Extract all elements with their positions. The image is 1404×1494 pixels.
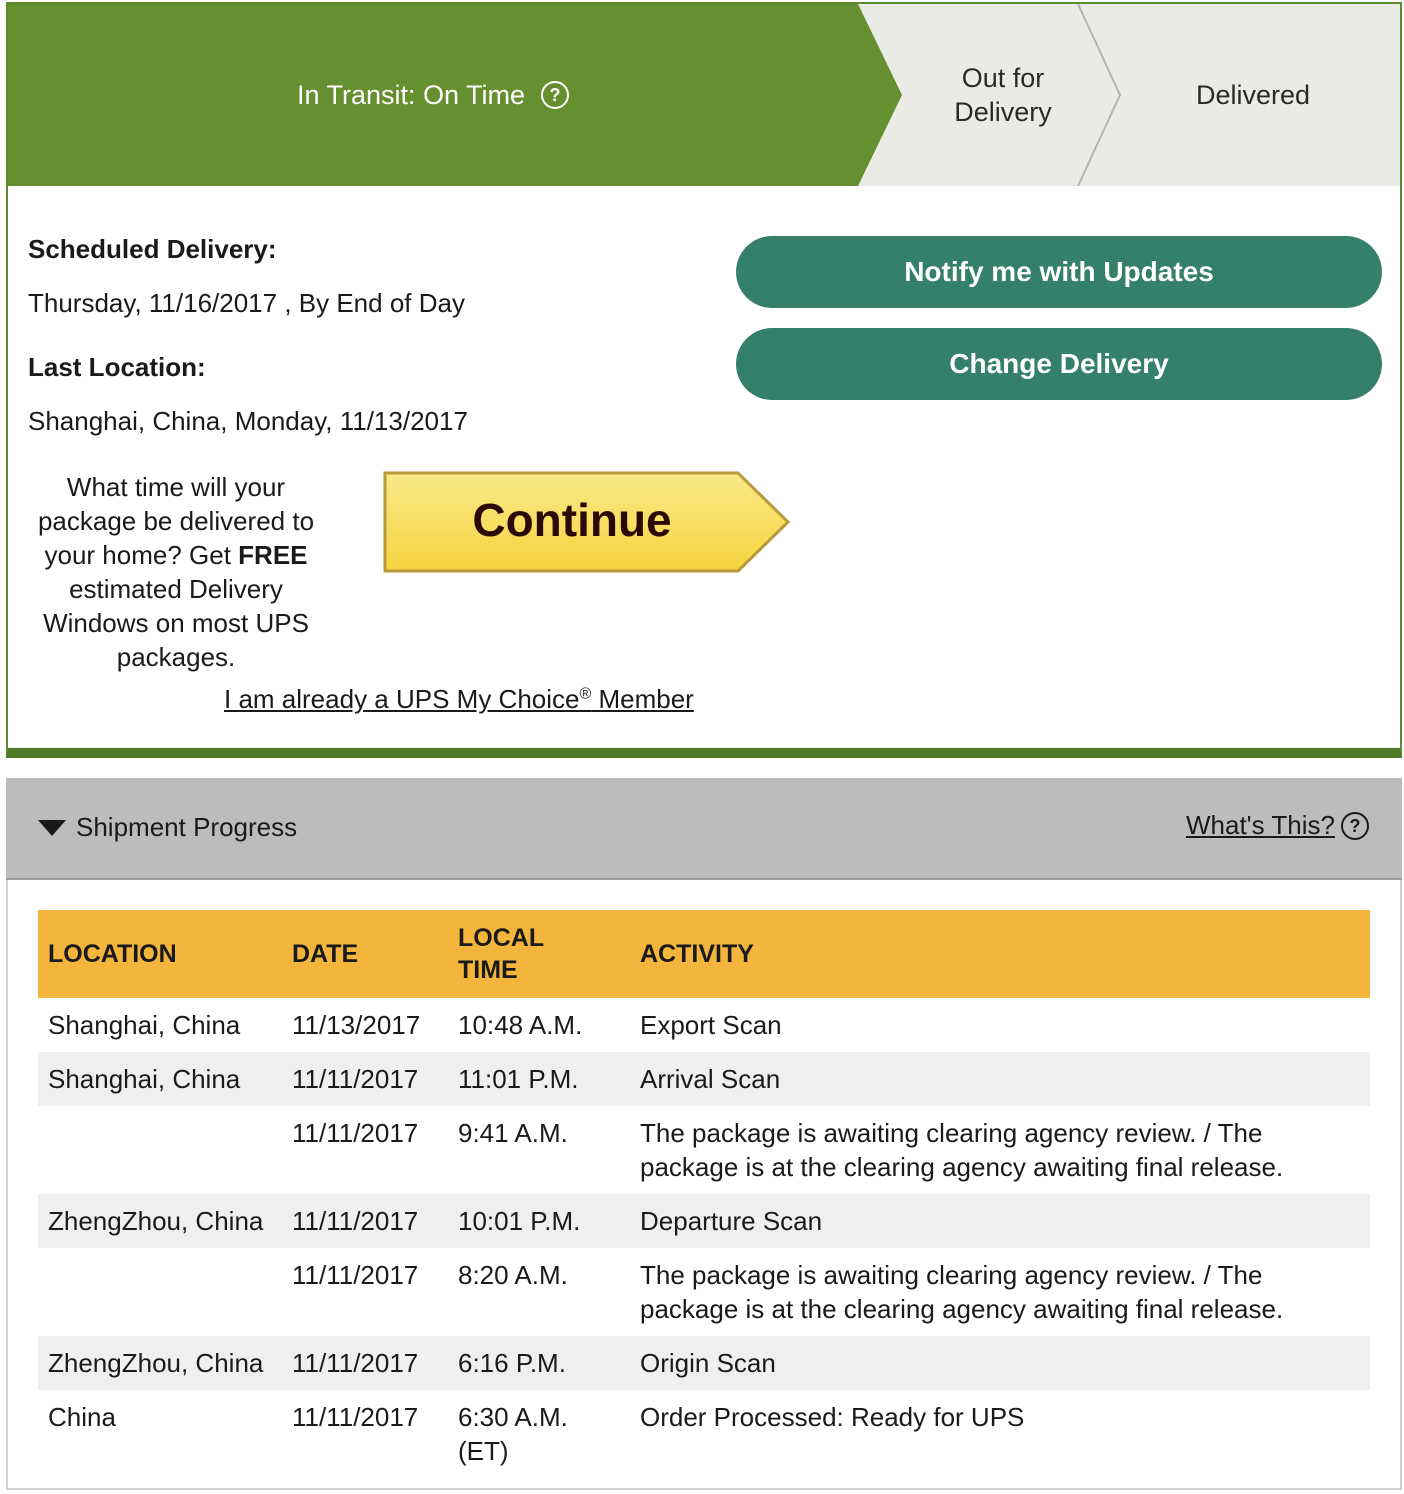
continue-button[interactable] [382,470,792,574]
step-out-for-delivery [908,4,1098,186]
question-circle-icon[interactable]: ? [1341,812,1369,840]
column-header-date: DATE [282,910,448,998]
cell-location [38,1248,282,1336]
table-row [38,1052,1370,1106]
continue-button-label: Continue [472,494,672,546]
scheduled-delivery-label: Scheduled Delivery: [28,234,277,264]
cell-date: 11/13/2017 [292,1010,421,1040]
table-row [38,1336,1370,1390]
step-in-transit-label: In Transit: On Time [296,79,526,110]
table-row [38,1106,1370,1194]
table-row [38,998,1370,1052]
step-out-label-line2: Delivery [954,97,1052,127]
my-choice-promo-text: What time will your package be delivered to your home? Get FREE estimated Delivery Windows on most UPS packages. [37,472,315,672]
table-row [38,1248,1370,1336]
cell-location: Shanghai, China [48,1010,241,1040]
cell-location: China [48,1402,116,1432]
cell-date: 11/11/2017 [282,1336,448,1390]
last-location-value: Shanghai, China, Monday, 11/13/2017 [28,406,468,436]
step-delivered [1128,4,1378,186]
cell-time: 6:16 P.M. [448,1336,630,1390]
shipment-progress-header[interactable] [6,778,1402,880]
cell-location: Shanghai, China [38,1052,282,1106]
table-header-row [38,910,1370,998]
cell-activity: The package is awaiting clearing agency review. / The package is at the clearing agency awaiting final release. [640,1118,1284,1182]
cell-location [38,1106,282,1194]
cell-time: 9:41 A.M. [458,1118,568,1148]
notify-updates-button[interactable]: Notify me with Updates [736,236,1382,308]
cell-activity: Departure Scan [630,1194,1370,1248]
shipment-progress-title: Shipment Progress [76,812,298,842]
my-choice-member-link[interactable]: I am already a UPS My Choice® Member [224,684,694,714]
shipment-activity-table [38,910,1370,1468]
column-header-location: LOCATION [38,910,282,998]
status-progress-bar [8,4,1400,186]
scheduled-delivery-value: Thursday, 11/16/2017 , By End of Day [28,288,465,318]
cell-time: 10:01 P.M. [448,1194,630,1248]
cell-time: 11:01 P.M. [448,1052,630,1106]
cell-date: 11/11/2017 [292,1260,419,1290]
cell-time: 10:48 A.M. [458,1010,583,1040]
step-out-label-line1: Out for [961,63,1045,93]
step-in-transit [8,4,858,186]
cell-date: 11/11/2017 [292,1402,419,1432]
cell-date: 11/11/2017 [282,1194,448,1248]
cell-location: ZhengZhou, China [38,1194,282,1248]
whats-this-link[interactable]: What's This? [1186,810,1335,840]
table-row [38,1390,1370,1468]
shipment-progress-section [6,778,1402,1490]
cell-activity: The package is awaiting clearing agency review. / The package is at the clearing agency awaiting final release. [640,1260,1284,1324]
cell-activity: Origin Scan [630,1336,1370,1390]
cell-date: 11/11/2017 [292,1118,419,1148]
last-location-label: Last Location: [28,352,206,382]
cell-activity: Order Processed: Ready for UPS [640,1402,1025,1432]
column-header-activity: ACTIVITY [630,910,1370,998]
cell-date: 11/11/2017 [282,1052,448,1106]
cell-activity: Arrival Scan [630,1052,1370,1106]
free-emphasis: FREE [238,540,308,570]
cell-time: 6:30 A.M. (ET) [458,1402,568,1466]
column-header-local-time: LOCAL TIME [448,910,630,998]
table-row [38,1194,1370,1248]
change-delivery-button[interactable]: Change Delivery [736,328,1382,400]
caret-down-icon[interactable] [38,820,66,836]
cell-time: 8:20 A.M. [458,1260,568,1290]
cell-location: ZhengZhou, China [38,1336,282,1390]
cell-activity: Export Scan [640,1010,782,1040]
tracking-summary-card [6,2,1402,758]
question-circle-icon[interactable]: ? [541,81,569,109]
step-delivered-label: Delivered [1195,79,1311,110]
